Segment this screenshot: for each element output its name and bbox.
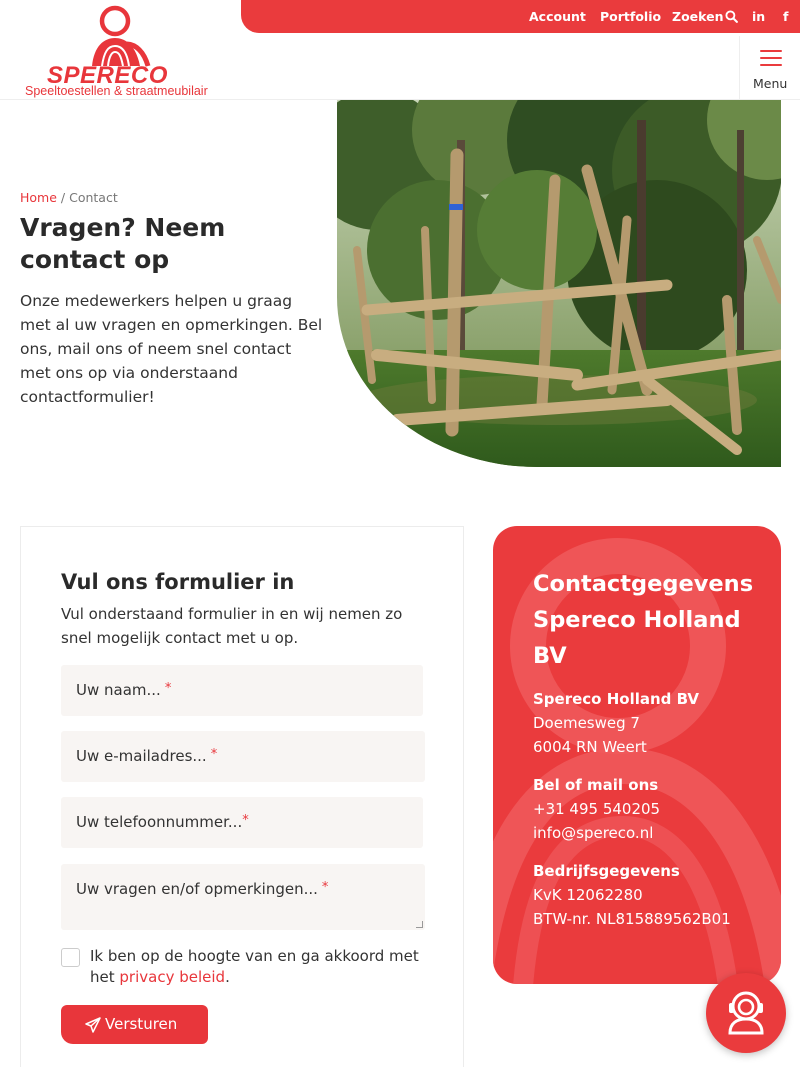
site-header bbox=[0, 0, 800, 100]
phone-link[interactable]: +31 495 540205 bbox=[533, 800, 661, 818]
playground-illustration bbox=[337, 100, 781, 467]
business-block bbox=[533, 859, 731, 931]
form-intro-text: Vul onderstaand formulier in en wij nemen zo snel mogelijk contact met u op. bbox=[61, 605, 403, 647]
nav-account-link[interactable]: Account bbox=[529, 9, 586, 24]
name-field[interactable] bbox=[61, 665, 423, 716]
resize-handle-icon[interactable] bbox=[416, 921, 423, 928]
breadcrumb-current: Contact bbox=[69, 190, 118, 205]
support-agent-icon bbox=[724, 989, 768, 1035]
name-placeholder: Uw naam... bbox=[76, 681, 161, 699]
email-placeholder: Uw e-mailadres... bbox=[76, 747, 207, 765]
search-icon bbox=[725, 10, 738, 23]
breadcrumb-home-link[interactable]: Home bbox=[20, 190, 57, 205]
breadcrumb-separator: / bbox=[60, 190, 66, 205]
contact-details-card bbox=[493, 526, 781, 984]
kvk-number: KvK 12062280 bbox=[533, 886, 643, 904]
email-field[interactable] bbox=[61, 731, 425, 782]
submit-button[interactable] bbox=[61, 1005, 208, 1044]
message-textarea[interactable] bbox=[61, 864, 425, 930]
reach-heading: Bel of mail ons bbox=[533, 776, 659, 794]
menu-button[interactable] bbox=[739, 36, 800, 100]
logo-tagline: Speeltoestellen & straatmeubilair bbox=[25, 84, 208, 98]
privacy-consent-checkbox[interactable] bbox=[61, 948, 80, 967]
breadcrumb bbox=[20, 190, 118, 205]
logo-wordmark: SPERECO bbox=[47, 62, 168, 89]
nav-search-label: Zoeken bbox=[672, 9, 724, 24]
email-link[interactable]: info@spereco.nl bbox=[533, 824, 654, 842]
consent-text: Ik ben op de hoogte van en ga akkoord met het bbox=[90, 947, 419, 986]
page-title: Vragen? Neem contact op bbox=[20, 213, 226, 274]
privacy-policy-link[interactable]: privacy beleid bbox=[119, 968, 226, 986]
phone-placeholder: Uw telefoonnummer... bbox=[76, 813, 243, 831]
form-title: Vul ons formulier in bbox=[61, 570, 295, 594]
facebook-icon[interactable]: f bbox=[783, 9, 789, 24]
linkedin-icon[interactable]: in bbox=[752, 9, 766, 24]
top-nav-bar bbox=[241, 0, 800, 33]
reach-block bbox=[533, 773, 660, 845]
company-block bbox=[533, 687, 699, 759]
nav-portfolio-link[interactable]: Portfolio bbox=[600, 9, 662, 24]
consent-end: . bbox=[225, 968, 230, 986]
contact-form-card bbox=[20, 526, 464, 1067]
logo-mark-icon bbox=[72, 4, 172, 70]
contact-title: Contactgegevens Spereco Holland BV bbox=[533, 571, 754, 669]
required-mark: * bbox=[242, 813, 249, 828]
company-heading: Spereco Holland BV bbox=[533, 690, 700, 708]
paper-plane-icon bbox=[85, 1017, 101, 1033]
submit-label: Versturen bbox=[105, 1015, 178, 1033]
privacy-consent-label bbox=[90, 946, 420, 988]
menu-label: Menu bbox=[753, 76, 788, 91]
phone-field[interactable] bbox=[61, 797, 423, 848]
nav-search-link[interactable] bbox=[672, 9, 738, 24]
vat-number: BTW-nr. NL815889562B01 bbox=[533, 910, 731, 928]
company-street: Doemesweg 7 bbox=[533, 714, 640, 732]
required-mark: * bbox=[210, 747, 218, 762]
company-city: 6004 RN Weert bbox=[533, 738, 647, 756]
logo[interactable] bbox=[22, 4, 222, 98]
hero-playground-photo bbox=[337, 100, 781, 467]
business-heading: Bedrijfsgegevens bbox=[533, 862, 680, 880]
hero-intro-text: Onze medewerkers helpen u graag met al uw vragen en opmerkingen. Bel ons, mail ons of neem snel contact met ons op via onderstaand contactformulier! bbox=[20, 292, 323, 406]
required-mark: * bbox=[321, 880, 329, 895]
message-placeholder: Uw vragen en/of opmerkingen... bbox=[76, 880, 318, 898]
required-mark: * bbox=[164, 681, 172, 696]
chat-widget-button[interactable] bbox=[706, 973, 786, 1053]
hamburger-icon bbox=[760, 50, 782, 71]
